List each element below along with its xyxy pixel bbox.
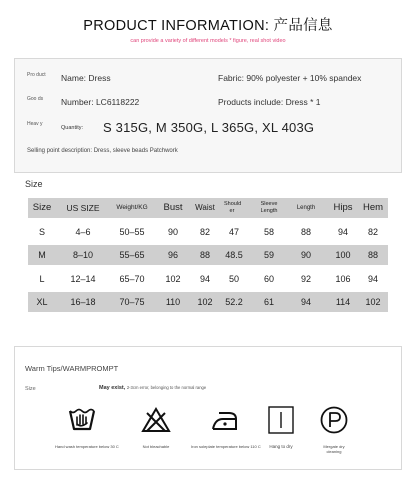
cell-length: 94 [300,297,311,307]
cell-weight: 70–75 [119,297,145,307]
may-exist-text: May exist, [99,385,126,391]
col-waist: Waist [195,203,215,212]
cell-sleeve-length: 60 [263,273,274,284]
col-us-size: US SIZE [66,203,100,213]
col-weight: Weight/KG [116,204,148,211]
cell-bust: 110 [165,297,181,307]
hang-dry-icon [266,405,296,435]
cell-weight: 55–65 [119,250,145,260]
no-bleach-icon [141,405,171,435]
selling-point: Selling point description: Dress, sleeve beads Patchwork [27,148,178,154]
col-hem: Hem [362,202,384,213]
cell-sleeve-length: 59 [263,250,274,260]
table-row [28,245,388,269]
quantity-label: Quantity: [61,125,84,131]
iron-low-icon [209,405,239,435]
table-row [28,222,388,246]
col-shoulder: Should er [224,201,242,214]
cell-length: 90 [300,250,311,260]
products-include: Products include: Dress * 1 [218,97,321,107]
size-heading: Size [25,179,43,189]
fabric: Fabric: 90% polyester + 10% spandex [218,73,362,83]
cell-us-size: 8–10 [72,250,94,260]
error-range-text: 2-3cm error, belonging to the normal range [126,385,207,390]
tips-error-note [99,385,206,391]
cell-us-size: 4–6 [75,226,91,237]
col-sleeve-length: Sleeve Length [260,201,278,214]
cell-hips: 100 [335,250,351,260]
tips-size-label: Size [25,386,36,392]
col-length: Length [296,205,316,211]
cell-waist: 82 [199,226,210,237]
product-info-panel [14,58,402,173]
cell-us-size: 16–18 [70,297,96,307]
cell-weight: 65–70 [119,273,145,284]
table-row [28,269,388,293]
table-header-row [28,198,388,222]
cell-hem: 82 [367,226,378,237]
table-row [28,292,388,316]
cell-hem: 88 [367,250,378,260]
cell-hem: 102 [365,297,381,307]
hand-wash-icon [67,405,97,435]
cell-bust: 96 [167,250,178,260]
cell-hips: 94 [337,226,348,237]
cell-size: XL [36,297,48,307]
cell-length: 88 [300,226,311,237]
iron-low-label: Iron soleplate temperature below 110 C [191,444,261,449]
col-bust: Bust [163,202,183,213]
cell-us-size: 12–14 [70,273,96,284]
hang-dry-label: Hang to dry [269,444,293,449]
cell-hem: 94 [367,273,378,284]
cell-bust: 90 [167,226,178,237]
cell-hips: 106 [335,273,351,284]
cell-size: L [39,273,45,284]
quantity-value: S 315G, M 350G, L 365G, XL 403G [103,120,315,135]
dry-clean-p-icon [319,405,349,435]
tips-title: Warm Tips/WARMPROMPT [25,364,119,373]
cell-sleeve-length: 58 [263,226,274,237]
no-bleach-label: Not bleachable [142,444,170,449]
cell-size: M [38,250,46,260]
weight-key: Heav y [27,121,43,127]
cell-sleeve-length: 61 [263,297,274,307]
cell-length: 92 [300,273,311,284]
warm-tips-panel [14,346,402,470]
product-name-key: Pro duct [27,72,46,78]
goods-number-key: Goo ds [27,96,44,102]
cell-bust: 102 [165,273,181,284]
dry-clean-label: Mergate dry cleaning [323,444,345,454]
cell-hips: 114 [335,297,351,307]
page-title: PRODUCT INFORMATION: 产品信息 [83,18,333,34]
col-hips: Hips [333,202,353,213]
cell-shoulder: 52.2 [225,297,243,307]
cell-weight: 50–55 [119,226,145,237]
cell-shoulder: 48.5 [225,250,243,260]
size-table [28,198,388,316]
product-name: Name: Dress [61,73,111,83]
cell-waist: 94 [199,273,210,284]
cell-waist: 88 [199,250,210,260]
cell-shoulder: 50 [228,273,239,284]
goods-number: Number: LC6118222 [61,97,140,107]
cell-size: S [38,226,45,237]
hand-wash-label: Hand wash temperature below 30 C [55,444,119,449]
cell-waist: 102 [197,297,213,307]
cell-shoulder: 47 [228,226,239,237]
page-subtitle: can provide a variety of different models * figure, real shot video [130,38,286,44]
col-size: Size [32,202,52,213]
